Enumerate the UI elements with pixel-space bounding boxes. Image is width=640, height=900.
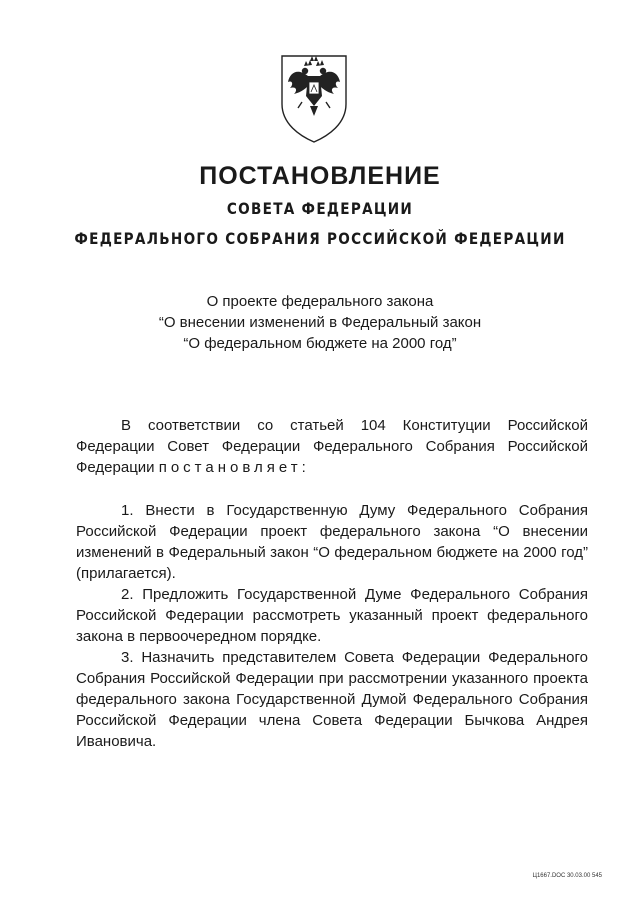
- resolution-items: [76, 500, 588, 752]
- resolution-subject: [0, 291, 640, 354]
- document-type-title: ПОСТАНОВЛЕНИЕ: [199, 162, 441, 190]
- resolution-item: 3. Назначить представителем Совета Федерации Федерального Собрания Российской Федерации при рассмотрении указанного проекта федерального закона Государственной Думой Федерального Собрания Российской Федерации члена Совета Федерации Бычкова Андрея Ивановича.: [76, 649, 588, 750]
- resolution-item: 2. Предложить Государственной Думе Федерального Собрания Российской Федерации рассмотреть указанный проект федерального закона в первоочередном порядке.: [76, 586, 588, 645]
- preamble-paragraph: [76, 415, 588, 478]
- subject-line-1: О проекте федерального закона: [206, 293, 434, 310]
- coat-of-arms-icon: [278, 52, 350, 144]
- subject-line-3: “О федеральном бюджете на 2000 год”: [183, 335, 457, 352]
- document-file-code: Ц1667.DOC 30.03.00 545: [532, 873, 602, 879]
- decree-word: постановляет:: [158, 459, 310, 476]
- preamble-text: В соответствии со статьей 104 Конституции Российской Федерации Совет Федерации Федерального Собрания Российской Федерации: [76, 417, 588, 476]
- subject-line-2: “О внесении изменений в Федеральный закон: [158, 314, 482, 331]
- issuing-body-line-2: ФЕДЕРАЛЬНОГО СОБРАНИЯ РОССИЙСКОЙ ФЕДЕРАЦИИ: [74, 229, 566, 248]
- issuing-body-line-1: СОВЕТА ФЕДЕРАЦИИ: [226, 199, 414, 218]
- resolution-item: 1. Внести в Государственную Думу Федерального Собрания Российской Федерации проект федерального закона “О внесении изменений в Федеральный закон “О федеральном бюджете на 2000 год” (прилагается).: [76, 502, 588, 582]
